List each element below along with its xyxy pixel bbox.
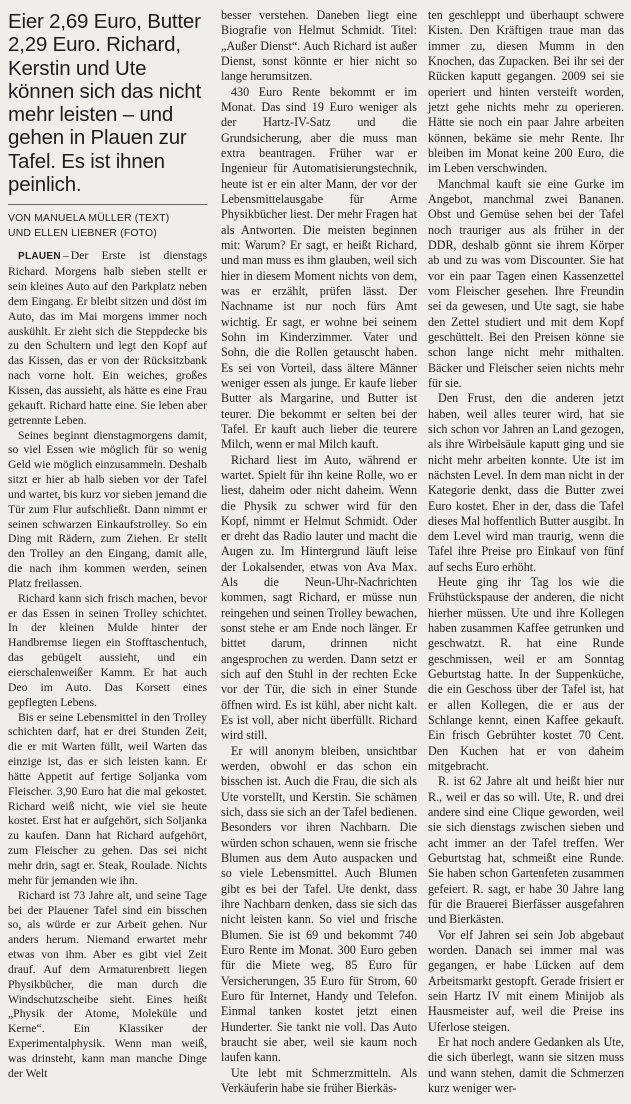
- column-2: [221, 8, 417, 1096]
- headline: Eier 2,69 Euro, Butter 2,29 Euro. Richard, Kerstin und Ute können sich das nicht mehr leisten – und gehen in Plauen zur Tafel. Es ist ihnen peinlich.: [8, 10, 201, 197]
- headline-rule: [8, 204, 207, 205]
- column-3: [428, 8, 624, 1096]
- paragraph: Vor elf Jahren sei sein Job abgebaut worden. Danach sei immer mal was gegangen, er habe Lücken auf dem Arbeitsmarkt gestopft. Gerade frisiert er sein Hartz IV mit einem Minijob als Hausmeister auf, weil die Preise ins Uferlose steigen.: [428, 927, 624, 1034]
- paragraph: [8, 249, 207, 428]
- paragraph: Den Frust, den die anderen jetzt haben, weil alles teurer wird, hat sie sich schon vor Jahren an Land gezogen, als ihre Wirbelsäule kaputt ging und sie nicht mehr arbeiten konnte. Ute ist im nächsten Level. In dem man nicht in der Kategorie denkt, dass die Butter zwei Euro kostet. Eher in der, dass die Tafel dieses Mal hoffentlich Butter ausgibt. In dem Level wird man traurig, wenn die Tafel ihre Preise pro Einkauf von fünf auf sechs Euro erhöht.: [428, 391, 624, 574]
- paragraph: Ute lebt mit Schmerzmitteln. Als Verkäuferin habe sie früher Bierkäs-: [221, 1065, 417, 1095]
- byline-photo: UND ELLEN LIEBNER (FOTO): [8, 228, 157, 240]
- paragraph: Er hat noch andere Gedanken als Ute, die sich überlegt, wann sie sitzen muss und wann stehen, damit die Schmerzen kurz weniger wer-: [428, 1034, 624, 1095]
- paragraph: Richard ist 73 Jahre alt, und seine Tage bei der Plauener Tafel sind ein bisschen so, als würde er zur Arbeit gehen. Nur anders herum. Niemand erwartet mehr etwas von ihm. Aber es gibt viel Zeit drauf. Auf dem Armaturenbrett liegen Physikbücher, die man durch die Windschutzscheibe sieht. Eines heißt „Physik der Atome, Moleküle und Kerne“. Ein Klassiker der Experimentalphysik. Wenn man weiß, was drinsteht, kann man manche Dinge der Welt: [8, 888, 207, 1080]
- byline-author: VON MANUELA MÜLLER (TEXT): [8, 213, 170, 225]
- paragraph: Manchmal kauft sie eine Gurke im Angebot, manchmal zwei Bananen. Obst und Gemüse sehen bei der Tafel noch trauriger aus als früher in der DDR, deshalb gönnt sie ihrem Körper ab und zu was vom Discounter. Sie hat vor ein paar Tagen einen Kassenzettel vom Fleischer gesehen. Ihre Freundin sei da gewesen, und Ute sagt, sie habe den Zettel studiert und mit dem Kopf geschüttelt. Bei den Preisen könne sie schon lange nicht mehr mithalten. Bäcker und Fleischer seien nichts mehr für sie.: [428, 176, 624, 390]
- paragraph: Er will anonym bleiben, unsichtbar werden, obwohl er das schon ein bisschen ist. Auch die Frau, die sich als Ute vorstellt, und Kerstin. Sie schämen sich, dass sie sich an der Tafel bedienen. Besonders vor ihren Nachbarn. Die würden schon schauen, wenn sie frische Blumen aus dem Auto auspacken und so viele Lebensmittel. Auch Blumen gibt es bei der Tafel. Ute denkt, dass ihre Nachbarn denken, dass sie sich das nicht leisten kann. So viel und frische Blumen. Sie ist 69 und bekommt 740 Euro Rente im Monat. 300 Euro geben für die Miete weg, 85 Euro für Versicherungen, 35 Euro für Strom, 60 Euro für Internet, Handy und Telefon. Einmal tanken kostet jetzt einen Hunderter. Sie tankt nie voll. Das Auto braucht sie aber, weil sie kaum noch laufen kann.: [221, 743, 417, 1065]
- paragraph: R. ist 62 Jahre alt und heißt hier nur R., weil er das so will. Ute, R. und drei andere sind eine Clique geworden, weil sie sich dienstags zwischen sieben und acht immer an der Tafel treffen. Wer Geburtstag hat, schmeißt eine Runde. Sie haben schon Gartenfeten zusammen gefeiert. R. sagt, er habe 30 Jahre lang für die Brauerei Bierfässer ausgefahren und Bierkästen.: [428, 774, 624, 927]
- paragraph: 430 Euro Rente bekommt er im Monat. Das sind 19 Euro weniger als der Hartz-IV-Satz und die Grundsicherung, aber die muss man extra beantragen. Früher war er Ingenieur für Automatisierungstechnik, heute ist er ein alter Mann, der vor der Lebensmittelausgabe für Arme Physikbücher liest. Der mehr Fragen hat als Antworten. Die meisten beginnen mit: Warum? Er sagt, er heißt Richard, und man muss es ihm glauben, weil sich hier in diesem Moment nichts von dem, was er erzählt, prüfen lässt. Der Nachname ist nur noch fürs Amt wichtig. Er sagt, er wohne bei seinem Sohn im Kinderzimmer. Vater und Sohn, die die Rollen getauscht haben. Es sei von Vorteil, dass ältere Männer weniger essen als junge. Er kaufe lieber Butter als Margarine, und Butter ist teurer. Die bekommt er selten bei der Tafel. Er kauft auch lieber die teurere Milch, wenn er mal Milch kauft.: [221, 84, 417, 452]
- paragraph-text: Der Erste ist dienstags Richard. Morgens halb sieben stellt er sein kleines Auto auf den Parkplatz neben dem Eingang. Er bleibt sitzen und döst im Auto, das im Mai morgens immer noch auskühlt. Er zieht sich die Steppdecke bis zu den Schultern und legt den Kopf auf das Kissen, das er von der Rücksitzbank nach vorne holt. Ein weiches, großes Kissen, das aussieht, als hätte es eine Frau gekauft. Richard hatte eine. Sie leben aber getrennte Leben.: [8, 249, 207, 427]
- column-1: [8, 8, 207, 1082]
- byline: [8, 211, 207, 241]
- paragraph-continued: ten geschleppt und überhaupt schwere Kisten. Den Kräftigen traue man das immer zu, diesen Mumm in den Knochen, das Zupacken. Bei ihr sei der Rücken kaputt gegangen. 2009 sei sie operiert und hinten versteift worden, jetzt gehe nichts mehr zu operieren. Hätte sie noch ein paar Jahre arbeiten können, bekäme sie mehr Rente. Ihr bleiben im Monat keine 200 Euro, die im Leben verschwinden.: [428, 8, 624, 176]
- paragraph: Heute ging ihr Tag los wie die Frühstückspause der anderen, die nicht hierher müssen. Ute und ihre Kollegen haben zusammen Kaffee getrunken und geschwatzt. R. hat eine Runde geschmissen, weil er am Sonntag Geburtstag hatte. In der Suppenküche, die ein Geschoss über der Tafel ist, hat er allen Kollegen, die er aus der Schlange kennt, einen Kaffee gekauft. Ein frisch Gebrühter kostet 70 Cent. Den Kuchen hat er von daheim mitgebracht.: [428, 575, 624, 774]
- paragraph: Seines beginnt dienstagmorgens damit, so viel Essen wie möglich für so wenig Geld wie möglich einzusammeln. Deshalb sitzt er hier ab halb sieben vor der Tafel und wartet, bis kurz vor sieben jemand die Tür zum Flur aufschließt. Dann nimmt er seinen schwarzen Einkaufstrolley. So ein Ding mit Rädern, zum Ziehen. Er stellt den Trolley an den Eingang, damit alle, die nach ihm kommen werden, seinen Platz freilassen.: [8, 428, 207, 590]
- paragraph: Bis er seine Lebensmittel in den Trolley schichten darf, hat er drei Stunden Zeit, die er mit Warten füllt, weil Warten das einzige ist, das er sich leisten kann. Er hätte Appetit auf fertige Soljanka vom Fleischer. 3,90 Euro hat die mal gekostet. Richard weiß nicht, wie viel sie heute kostet. Erst hat er aufgehört, sich Soljanka zu kaufen. Dann hat Richard aufgehört, zum Fleischer zu gehen. Das sei nicht mehr drin, sagt er. Steak, Roulade. Nichts mehr für jemanden wie ihn.: [8, 710, 207, 887]
- paragraph-continued: besser verstehen. Daneben liegt eine Biografie von Helmut Schmidt. Titel: „Außer Dienst“. Auch Richard ist außer Dienst, sonst könnte er hier nicht so lange herumsitzen.: [221, 8, 417, 84]
- paragraph: Richard kann sich frisch machen, bevor er das Essen in seinen Trolley schichtet. In der kleinen Mulde hinter der Handbremse liegen ein Stofftaschentuch, das gebügelt aussieht, und ein eierschalenweißer Kamm. Er hat auch Deo im Auto. Das Korsett eines gepflegten Lebens.: [8, 591, 207, 709]
- paragraph: Richard liest im Auto, während er wartet. Spielt für ihn keine Rolle, wo er liest, daheim oder nicht daheim. Wenn die Physik zu schwer wird für den Kopf, nimmt er Helmut Schmidt. Oder er dreht das Radio lauter und macht die Augen zu. Im Hintergrund läuft leise der Lokalsender, etwas von Ava Max. Als die Neun-Uhr-Nachrichten kommen, sagt Richard, er müsse nun reingehen und seinen Trolley bewachen, sonst stehe er am Ende noch länger. Er bittet darum, drinnen nicht angesprochen zu werden. Dann setzt er sich auf den Stuhl in der rechten Ecke vor der Tür, die sich in einer Stunde öffnen wird. Es ist kühl, aber nicht kalt. Es ist voll, aber nicht überfüllt. Richard wird still.: [221, 452, 417, 743]
- dateline: PLAUEN: [18, 251, 61, 263]
- dateline-separator: –: [62, 249, 69, 263]
